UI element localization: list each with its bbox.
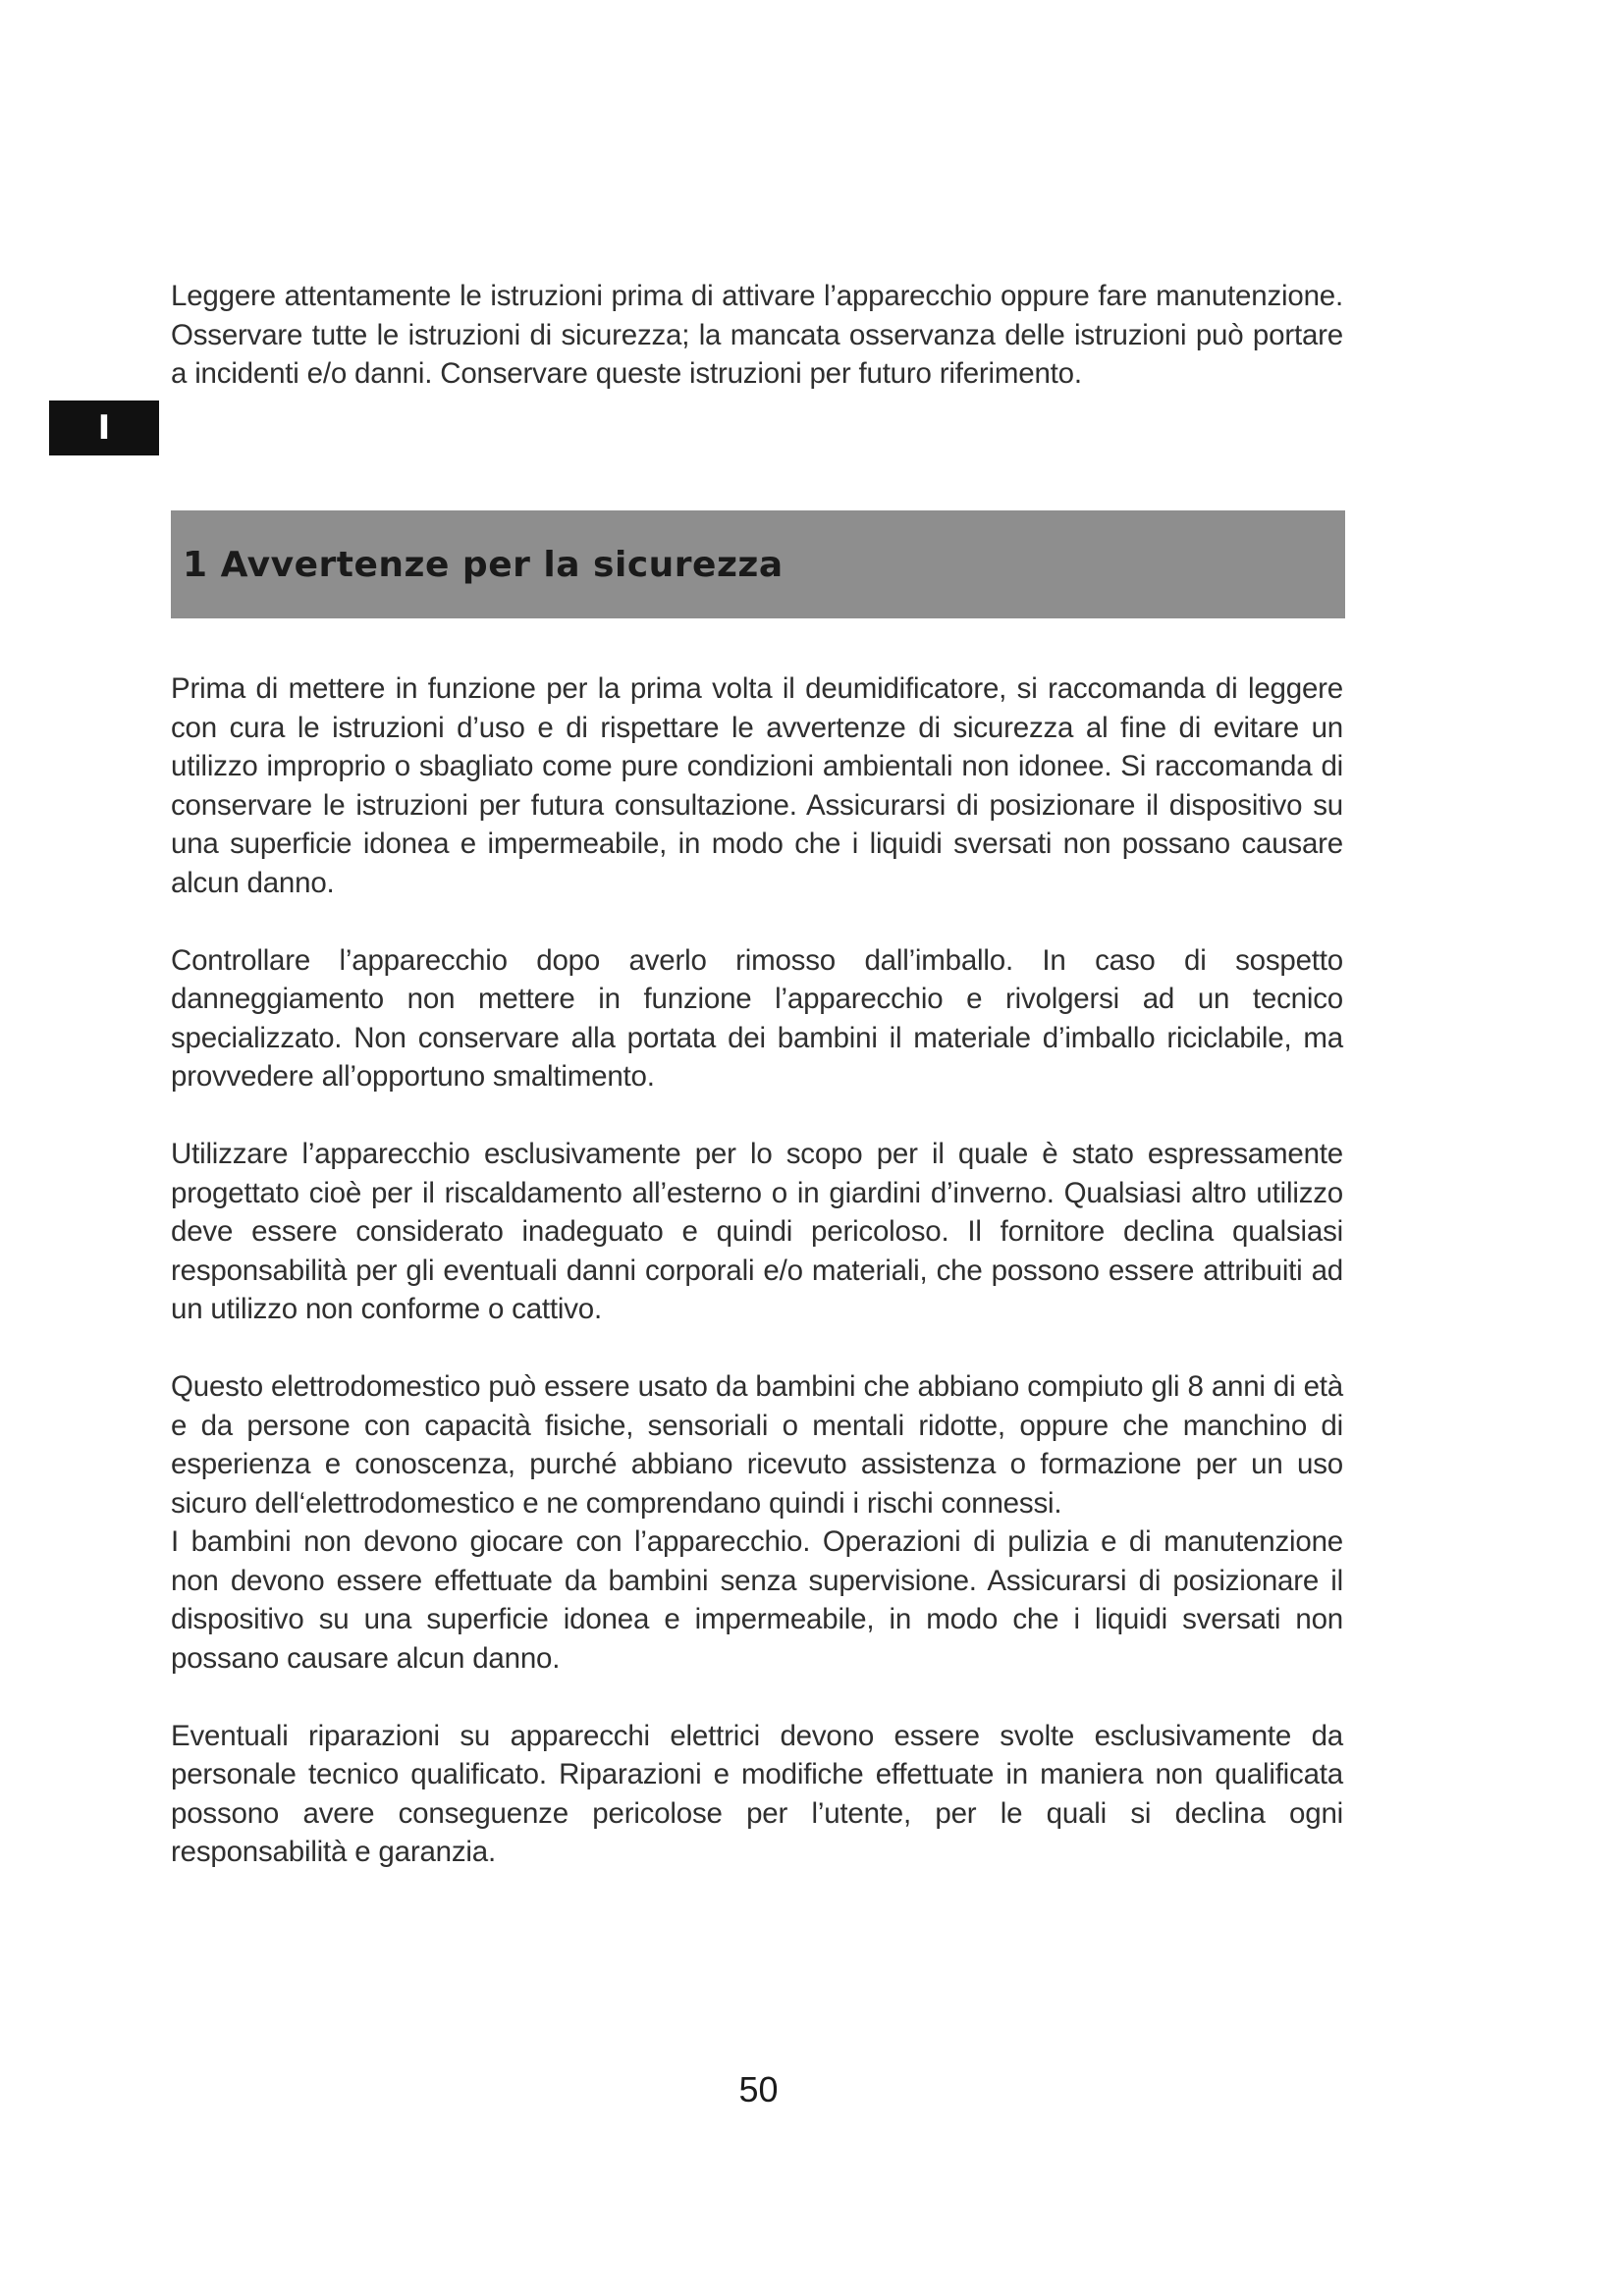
- language-tab-label: I: [97, 408, 111, 448]
- section-header-bar: [171, 510, 1345, 618]
- intro-paragraph: Leggere attentamente le istruzioni prima di attivare l’apparecchio oppure fare manutenzione. Osservare tutte le istruzioni di sicurezza; la mancata osservanza delle istruzioni può portare a incidenti e/o danni. Conservare queste istruzioni per futuro riferimento.: [171, 280, 1343, 390]
- paragraph-packaging: Controllare l’apparecchio dopo averlo rimosso dall’imballo. In caso di sospetto danneggiamento non mettere in funzione l’apparecchio e rivolgersi ad un tecnico specializzato. Non conservare alla portata dei bambini il materiale d’imballo riciclabile, ma provvedere all’opportuno smaltimento.: [171, 943, 1343, 1093]
- page-number: 50: [738, 2069, 779, 2109]
- paragraph-first-use: Prima di mettere in funzione per la prima volta il deumidificatore, si raccomanda di leggere con cura le istruzioni d’uso e di rispettare le avvertenze di sicurezza al fine di evitare un utilizzo improprio o sbagliato come pure condizioni ambientali non idonee. Si raccomanda di conservare le istruzioni per futura consultazione. Assicurarsi di posizionare il dispositivo su una superficie idonea e impermeabile, in modo che i liquidi sversati non possano causare alcun danno.: [171, 672, 1343, 899]
- paragraph-children-play: I bambini non devono giocare con l’apparecchio. Operazioni di pulizia e di manutenzione non devono essere effettuate da bambini senza supervisione. Assicurarsi di posizionare il dispositivo su una superficie idonea e impermeabile, in modo che i liquidi sversati non possano causare alcun danno.: [171, 1525, 1343, 1675]
- paragraph-repairs: Eventuali riparazioni su apparecchi elettrici devono essere svolte esclusivamente da personale tecnico qualificato. Riparazioni e modifiche effettuate in maniera non qualificata possono avere conseguenze pericolose per l’utente, per le quali si declina ogni responsabilità e garanzia.: [171, 1719, 1343, 1868]
- paragraph-children-persons: Questo elettrodomestico può essere usato da bambini che abbiano compiuto gli 8 anni di età e da persone con capacità fisiche, sensoriali o mentali ridotte, oppure che manchino di esperienza e conoscenza, purché abbiano ricevuto assistenza o formazione per un uso sicuro dell‘elettrodomestico e ne comprendano quindi i rischi connessi.: [171, 1370, 1343, 1520]
- section-title: 1 Avvertenze per la sicurezza: [183, 544, 784, 585]
- language-tab: [49, 400, 159, 455]
- safety-warnings-body: [171, 669, 1343, 1910]
- paragraph-intended-use: Utilizzare l’apparecchio esclusivamente per lo scopo per il quale è stato espressamente progettato cioè per il riscaldamento all’esterno o in giardini d’inverno. Qualsiasi altro utilizzo deve essere considerato inadeguato e quindi pericoloso. Il fornitore declina qualsiasi responsabilità per gli eventuali danni corporali e/o materiali, che possono essere attribuiti ad un utilizzo non conforme o cattivo.: [171, 1138, 1343, 1325]
- intro-section: [171, 277, 1343, 394]
